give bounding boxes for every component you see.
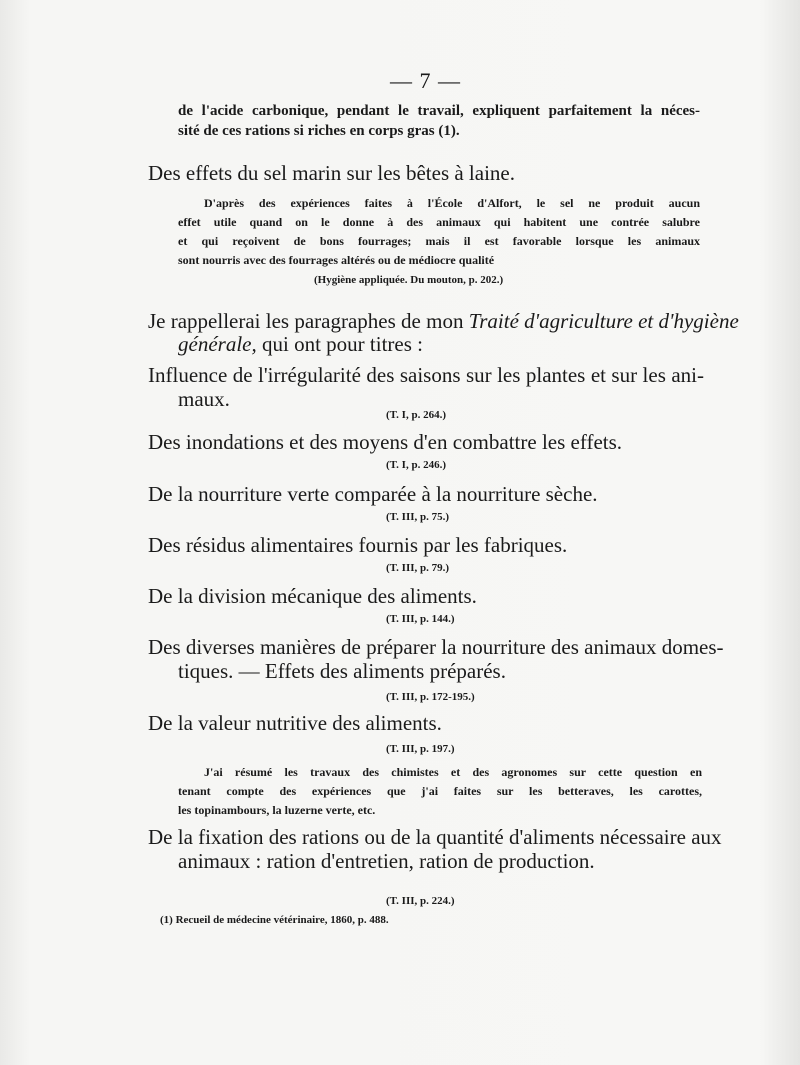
title-1-line-1: Influence de l'irrégularité des saisons sur les plantes et sur les ani- — [148, 363, 704, 387]
footnote: (1) Recueil de médecine vétérinaire, 1860, p. 488. — [160, 914, 389, 926]
salt-para-line-2: effet utile quand on le donne à des animaux qui habitent une contrée salubre — [178, 215, 700, 229]
intro-line-1: de l'acide carbonique, pendant le travail, expliquent parfaitement la néces- — [178, 103, 700, 119]
intro-line-2: sité de ces rations si riches en corps gras (1). — [178, 123, 460, 139]
recall-line-1 — [148, 309, 739, 333]
recall-book-title-end: générale, — [178, 332, 257, 356]
title-7: De la valeur nutritive des aliments. — [148, 711, 442, 735]
title-6-line-1: Des diverses manières de préparer la nourriture des animaux domes- — [148, 635, 724, 659]
title-2: Des inondations et des moyens d'en combattre les effets. — [148, 430, 623, 454]
salt-para-line-1: D'après des expériences faites à l'École d'Alfort, le sel ne produit aucun — [204, 196, 700, 210]
recall-text-end: qui ont pour titres : — [256, 332, 423, 356]
title-7-ref: (T. III, p. 197.) — [386, 743, 455, 755]
title-1-line-2: maux. — [178, 387, 230, 411]
recall-book-title: Traité d'agriculture et d'hygiène — [468, 309, 739, 333]
page-number: — 7 — — [390, 68, 461, 93]
title-7-para-line-1: J'ai résumé les travaux des chimistes et des agronomes sur cette question en — [204, 765, 702, 779]
recall-line-2 — [178, 334, 423, 355]
title-7-para-line-3: les topinambours, la luzerne verte, etc. — [178, 803, 376, 817]
title-4: Des résidus alimentaires fournis par les fabriques. — [148, 533, 568, 557]
title-6-ref: (T. III, p. 172-195.) — [386, 691, 475, 703]
salt-citation: (Hygiène appliquée. Du mouton, p. 202.) — [314, 274, 504, 286]
salt-para-line-3: et qui reçoivent de bons fourrages; mais il est favorable lorsque les animaux — [178, 234, 700, 248]
title-8-line-2: animaux : ration d'entretien, ration de production. — [178, 849, 595, 873]
title-8-line-1: De la fixation des rations ou de la quantité d'aliments nécessaire aux — [148, 825, 722, 849]
title-5: De la division mécanique des aliments. — [148, 584, 477, 608]
title-5-ref: (T. III, p. 144.) — [386, 613, 455, 625]
salt-para-line-4: sont nourris avec des fourrages altérés ou de médiocre qualité — [178, 253, 495, 267]
title-4-ref: (T. III, p. 79.) — [386, 562, 450, 574]
title-1-ref: (T. I, p. 264.) — [386, 409, 446, 421]
title-3-ref: (T. III, p. 75.) — [386, 511, 450, 523]
title-8-ref: (T. III, p. 224.) — [386, 895, 455, 907]
title-7-para-line-2: tenant compte des expériences que j'ai faites sur les betteraves, les carottes, — [178, 784, 702, 798]
title-2-ref: (T. I, p. 246.) — [386, 459, 446, 471]
title-3: De la nourriture verte comparée à la nourriture sèche. — [148, 482, 598, 506]
salt-heading: Des effets du sel marin sur les bêtes à laine. — [148, 161, 515, 185]
recall-text: Je rappellerai les paragraphes de mon — [148, 309, 469, 333]
title-6-line-2: tiques. — Effets des aliments préparés. — [178, 659, 506, 683]
